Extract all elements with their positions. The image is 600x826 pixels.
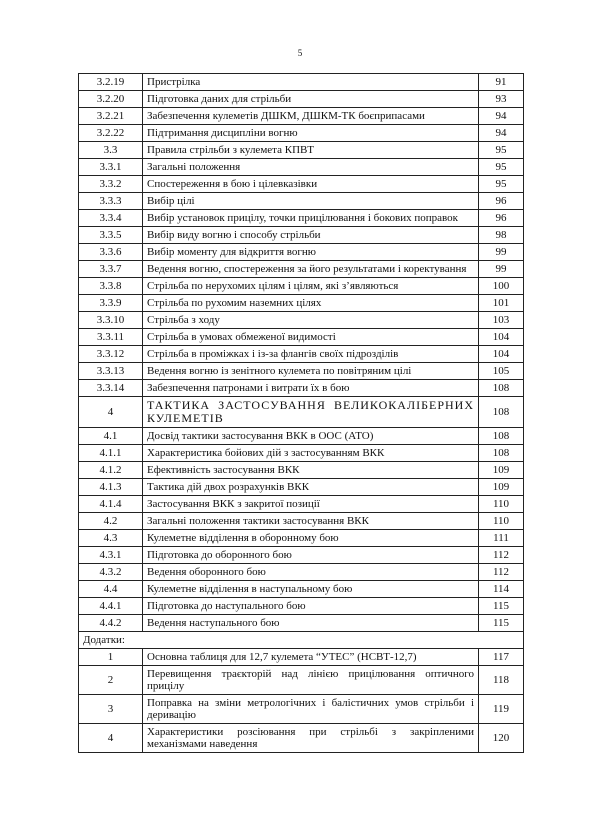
- section-title: Підтримання дисципліни вогню: [143, 125, 479, 142]
- page-reference: 99: [479, 261, 524, 278]
- table-row: [79, 496, 524, 513]
- table-row: [79, 295, 524, 312]
- table-row: [79, 91, 524, 108]
- page-reference: 115: [479, 598, 524, 615]
- table-row: [79, 428, 524, 445]
- page-reference: 108: [479, 445, 524, 462]
- table-row: [79, 479, 524, 496]
- section-number: 3.3.8: [79, 278, 143, 295]
- section-title: Тактика дій двох розрахунків ВКК: [143, 479, 479, 496]
- table-row: [79, 176, 524, 193]
- table-row: [79, 615, 524, 632]
- section-number: 3.2.19: [79, 74, 143, 91]
- page-reference: 108: [479, 428, 524, 445]
- page-reference: 95: [479, 176, 524, 193]
- section-number: 4.1: [79, 428, 143, 445]
- section-title: Забезпечення патронами і витрати їх в бою: [143, 380, 479, 397]
- table-row: [79, 547, 524, 564]
- page-reference: 103: [479, 312, 524, 329]
- table-row: [79, 159, 524, 176]
- section-number: 3.3.6: [79, 244, 143, 261]
- section-number: 4: [79, 397, 143, 428]
- section-number: 4.1.4: [79, 496, 143, 513]
- table-row: [79, 397, 524, 428]
- section-title: Основна таблиця для 12,7 кулемета “УТЕС” (НСВТ-12,7): [143, 649, 479, 666]
- section-title: Вибір установок прицілу, точки прицілювання і бокових поправок: [143, 210, 479, 227]
- page-reference: 112: [479, 564, 524, 581]
- page-reference: 112: [479, 547, 524, 564]
- page-reference: 98: [479, 227, 524, 244]
- page-reference: 115: [479, 615, 524, 632]
- page-reference: 118: [479, 666, 524, 695]
- section-number: 3.2.21: [79, 108, 143, 125]
- section-title: Стрільба в проміжках і із-за флангів своїх підрозділів: [143, 346, 479, 363]
- table-row: [79, 445, 524, 462]
- section-number: 3.3.13: [79, 363, 143, 380]
- section-title: Ведення вогню із зенітного кулемета по повітряним цілі: [143, 363, 479, 380]
- section-title: Забезпечення кулеметів ДШКМ, ДШКМ-ТК боєприпасами: [143, 108, 479, 125]
- section-number: 3.3.3: [79, 193, 143, 210]
- table-row: [79, 329, 524, 346]
- page-reference: 108: [479, 380, 524, 397]
- section-title: Правила стрільби з кулемета КПВТ: [143, 142, 479, 159]
- table-row: [79, 125, 524, 142]
- section-title: Підготовка даних для стрільби: [143, 91, 479, 108]
- table-row: [79, 278, 524, 295]
- table-row: [79, 312, 524, 329]
- section-number: 3.3.9: [79, 295, 143, 312]
- section-title: Стрільба по нерухомих цілям і цілям, які з’являються: [143, 278, 479, 295]
- section-title: Кулеметне відділення в оборонному бою: [143, 530, 479, 547]
- page-reference: 96: [479, 193, 524, 210]
- section-title: Вибір виду вогню і способу стрільби: [143, 227, 479, 244]
- page-reference: 109: [479, 479, 524, 496]
- table-row: [79, 244, 524, 261]
- section-number: 2: [79, 666, 143, 695]
- section-number: 1: [79, 649, 143, 666]
- table-row: [79, 193, 524, 210]
- section-title: Ведення вогню, спостереження за його результатами і коректування: [143, 261, 479, 278]
- table-row: [79, 346, 524, 363]
- toc-body: [79, 74, 524, 753]
- page-reference: 100: [479, 278, 524, 295]
- section-title: Характеристики розсіювання при стрільбі з закріпленими механізмами наведення: [143, 724, 479, 753]
- section-title: Пристрілка: [143, 74, 479, 91]
- page-reference: 104: [479, 329, 524, 346]
- page-reference: 109: [479, 462, 524, 479]
- table-row: [79, 380, 524, 397]
- table-row: [79, 513, 524, 530]
- page-reference: 104: [479, 346, 524, 363]
- section-number: 3.3: [79, 142, 143, 159]
- page-reference: 110: [479, 496, 524, 513]
- section-number: 3.3.7: [79, 261, 143, 278]
- page-reference: 119: [479, 695, 524, 724]
- section-number: 3.3.11: [79, 329, 143, 346]
- section-title: Загальні положення: [143, 159, 479, 176]
- section-number: 4.3.2: [79, 564, 143, 581]
- section-title: Кулеметне відділення в наступальному бою: [143, 581, 479, 598]
- page-reference: 105: [479, 363, 524, 380]
- section-title: Характеристика бойових дій з застосуванням ВКК: [143, 445, 479, 462]
- section-title: Підготовка до оборонного бою: [143, 547, 479, 564]
- section-number: 3.3.12: [79, 346, 143, 363]
- section-number: 4.1.1: [79, 445, 143, 462]
- section-number: 3.3.10: [79, 312, 143, 329]
- section-title: Загальні положення тактики застосування ВКК: [143, 513, 479, 530]
- page-number: 5: [297, 48, 303, 58]
- table-row: [79, 530, 524, 547]
- page-reference: 120: [479, 724, 524, 753]
- section-title: Поправка на зміни метрологічних і балістичних умов стрільби і деривацію: [143, 695, 479, 724]
- page-reference: 110: [479, 513, 524, 530]
- page-reference: 117: [479, 649, 524, 666]
- page-reference: 99: [479, 244, 524, 261]
- table-row: [79, 564, 524, 581]
- section-number: 4.3.1: [79, 547, 143, 564]
- page-reference: 114: [479, 581, 524, 598]
- page-reference: 96: [479, 210, 524, 227]
- section-number: 3.3.14: [79, 380, 143, 397]
- section-number: 3.2.22: [79, 125, 143, 142]
- table-row: [79, 261, 524, 278]
- section-number: 4: [79, 724, 143, 753]
- section-number: 3.3.2: [79, 176, 143, 193]
- section-number: 4.1.2: [79, 462, 143, 479]
- section-number: 3.2.20: [79, 91, 143, 108]
- table-row: [79, 108, 524, 125]
- page-reference: 94: [479, 125, 524, 142]
- table-row: [79, 227, 524, 244]
- section-title: ТАКТИКА ЗАСТОСУВАННЯ ВЕЛИКОКАЛІБЕРНИХ КУЛЕМЕТІВ: [143, 397, 479, 428]
- page-reference: 91: [479, 74, 524, 91]
- table-row: [79, 74, 524, 91]
- section-title: Підготовка до наступального бою: [143, 598, 479, 615]
- section-title: Перевищення траєкторій над лінією прицілювання оптичного прицілу: [143, 666, 479, 695]
- section-number: 4.3: [79, 530, 143, 547]
- page-reference: 93: [479, 91, 524, 108]
- section-title: Стрільба в умовах обмеженої видимості: [143, 329, 479, 346]
- page-reference: 95: [479, 142, 524, 159]
- table-row: [79, 210, 524, 227]
- section-title: Стрільба з ходу: [143, 312, 479, 329]
- section-title: Вибір моменту для відкриття вогню: [143, 244, 479, 261]
- section-title: Вибір цілі: [143, 193, 479, 210]
- section-number: 3.3.5: [79, 227, 143, 244]
- section-number: 3: [79, 695, 143, 724]
- section-title: Застосування ВКК з закритої позиції: [143, 496, 479, 513]
- section-title: Стрільба по рухомим наземних цілях: [143, 295, 479, 312]
- appendix-label: Додатки:: [79, 632, 524, 649]
- section-number: 4.4.1: [79, 598, 143, 615]
- appendix-header-row: [79, 632, 524, 649]
- table-row: [79, 363, 524, 380]
- section-title: Ведення оборонного бою: [143, 564, 479, 581]
- table-row: [79, 724, 524, 753]
- page-reference: 101: [479, 295, 524, 312]
- section-title: Ефективність застосування ВКК: [143, 462, 479, 479]
- table-row: [79, 666, 524, 695]
- section-title: Ведення наступального бою: [143, 615, 479, 632]
- page-reference: 111: [479, 530, 524, 547]
- page-reference: 108: [479, 397, 524, 428]
- section-number: 4.4: [79, 581, 143, 598]
- page-reference: 95: [479, 159, 524, 176]
- table-row: [79, 649, 524, 666]
- table-row: [79, 581, 524, 598]
- section-title: Спостереження в бою і цілевказівки: [143, 176, 479, 193]
- table-row: [79, 695, 524, 724]
- table-row: [79, 598, 524, 615]
- section-number: 4.4.2: [79, 615, 143, 632]
- section-number: 3.3.4: [79, 210, 143, 227]
- section-number: 4.1.3: [79, 479, 143, 496]
- page-reference: 94: [479, 108, 524, 125]
- table-row: [79, 142, 524, 159]
- section-number: 3.3.1: [79, 159, 143, 176]
- section-number: 4.2: [79, 513, 143, 530]
- table-row: [79, 462, 524, 479]
- section-title: Досвід тактики застосування ВКК в ООС (АТО): [143, 428, 479, 445]
- table-of-contents: [78, 73, 524, 753]
